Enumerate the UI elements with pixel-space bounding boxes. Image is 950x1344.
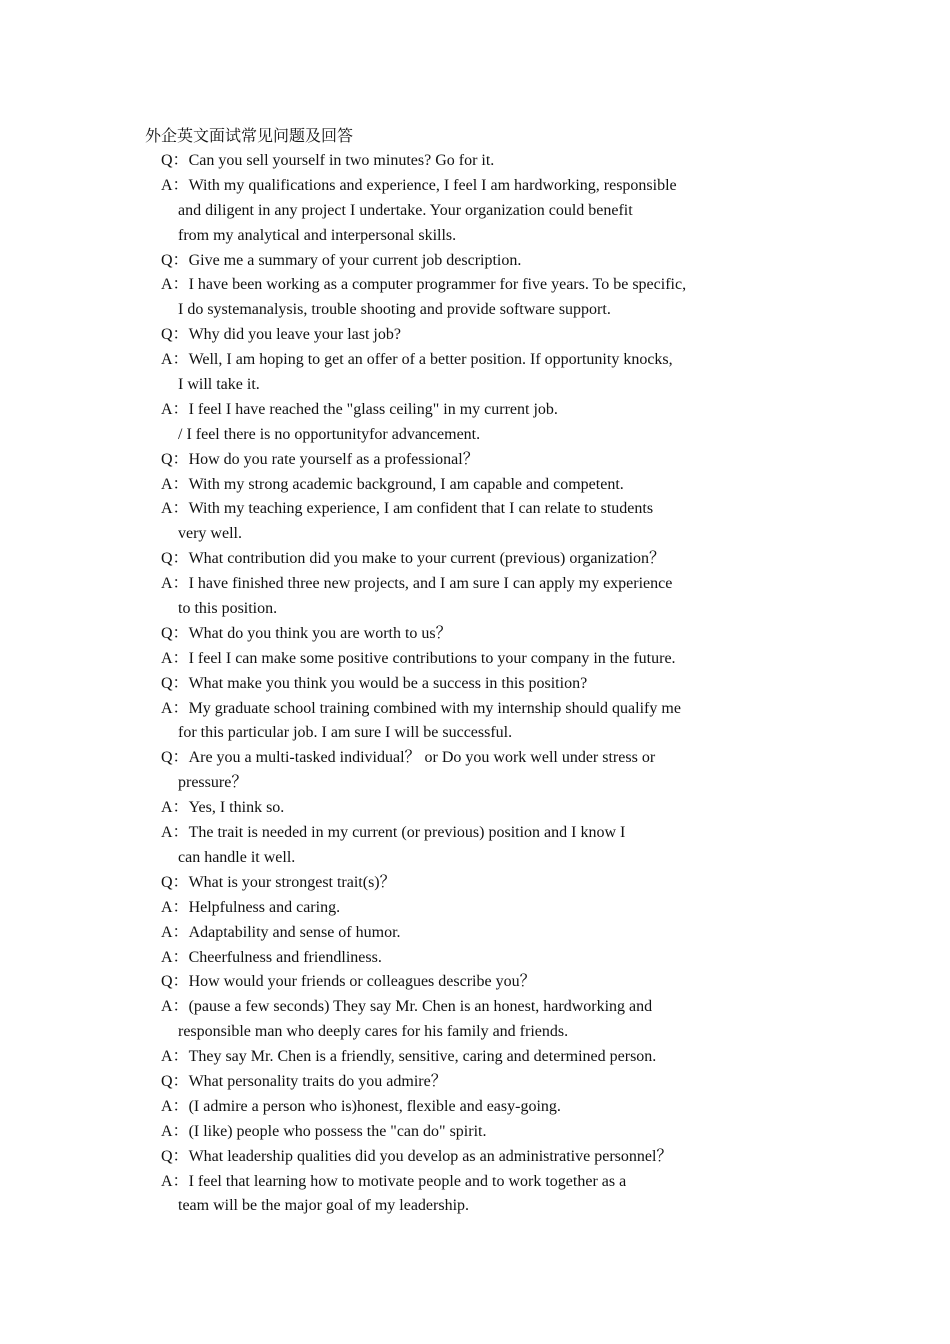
line-label: Q：	[161, 1147, 189, 1165]
continuation-line	[161, 1020, 741, 1045]
question-line	[161, 249, 741, 274]
line-text: What do you think you are worth to us？	[188, 624, 452, 642]
answer-line	[161, 896, 741, 921]
line-label: Q：	[161, 550, 189, 568]
line-label: A：	[161, 824, 189, 842]
line-text: Yes, I think so.	[188, 799, 285, 817]
line-text: I feel I have reached the "glass ceiling" in my current job.	[188, 400, 558, 418]
line-text: Why did you leave your last job?	[188, 326, 401, 344]
line-text: responsible man who deeply cares for his family and friends.	[178, 1023, 569, 1041]
question-line	[161, 149, 741, 174]
line-label: A：	[161, 475, 189, 493]
line-text: They say Mr. Chen is a friendly, sensitive, caring and determined person.	[188, 1048, 657, 1066]
line-label: Q：	[161, 326, 189, 344]
answer-line	[161, 1045, 741, 1070]
question-line	[161, 547, 741, 572]
line-text: and diligent in any project I undertake. Your organization could benefit	[178, 201, 633, 219]
line-text: With my qualifications and experience, I feel I am hardworking, responsible	[188, 176, 677, 194]
line-text: for this particular job. I am sure I will be successful.	[178, 724, 513, 742]
question-line	[161, 970, 741, 995]
line-label: A：	[161, 500, 189, 518]
line-label: A：	[161, 1122, 189, 1140]
line-label: A：	[161, 400, 189, 418]
answer-line	[161, 1120, 741, 1145]
line-text: With my teaching experience, I am confident that I can relate to students	[188, 500, 654, 518]
answer-line	[161, 921, 741, 946]
answer-line	[161, 273, 741, 298]
line-text: Are you a multi-tasked individual？ or Do you work well under stress or	[188, 749, 656, 767]
line-text: Helpfulness and caring.	[188, 898, 341, 916]
line-label: Q：	[161, 674, 189, 692]
answer-line	[161, 697, 741, 722]
answer-line	[161, 572, 741, 597]
document-title: 外企英文面试常见问题及回答	[145, 128, 354, 145]
continuation-line	[161, 423, 741, 448]
continuation-line	[161, 597, 741, 622]
line-label: Q：	[161, 973, 189, 991]
line-text: Cheerfulness and friendliness.	[188, 948, 382, 966]
line-text: With my strong academic background, I am capable and competent.	[188, 475, 624, 493]
line-label: Q：	[161, 251, 189, 269]
question-line	[161, 448, 741, 473]
question-line	[161, 672, 741, 697]
line-label: A：	[161, 1172, 189, 1190]
line-label: Q：	[161, 873, 189, 891]
line-label: A：	[161, 898, 189, 916]
answer-line	[161, 1095, 741, 1120]
line-text: from my analytical and interpersonal skills.	[178, 226, 457, 244]
line-text: What contribution did you make to your current (previous) organization？	[188, 550, 666, 568]
line-label: Q：	[161, 450, 189, 468]
line-text: The trait is needed in my current (or previous) position and I know I	[188, 824, 626, 842]
line-text: Adaptability and sense of humor.	[188, 923, 401, 941]
line-text: (I like) people who possess the "can do" spirit.	[188, 1122, 487, 1140]
question-line	[161, 746, 741, 771]
line-label: Q：	[161, 152, 189, 169]
line-label: A：	[161, 923, 189, 941]
continuation-line	[161, 373, 741, 398]
line-label: A：	[161, 649, 189, 667]
line-text: I have been working as a computer programmer for five years. To be specific,	[188, 276, 687, 294]
line-text: very well.	[178, 525, 242, 543]
line-text: I have finished three new projects, and I am sure I can apply my experience	[188, 575, 673, 593]
answer-line	[161, 348, 741, 373]
line-text: I feel I can make some positive contributions to your company in the future.	[188, 649, 676, 667]
line-label: A：	[161, 276, 189, 294]
qa-lines	[161, 149, 741, 1219]
answer-line	[161, 995, 741, 1020]
answer-line	[161, 946, 741, 971]
line-text: can handle it well.	[178, 848, 296, 866]
line-text: My graduate school training combined with my internship should qualify me	[188, 699, 681, 717]
question-line	[161, 1070, 741, 1095]
line-text: / I feel there is no opportunityfor advancement.	[178, 425, 481, 443]
line-text: Give me a summary of your current job description.	[188, 251, 522, 269]
line-label: A：	[161, 799, 189, 817]
line-text: team will be the major goal of my leadership.	[178, 1197, 470, 1215]
line-label: A：	[161, 1048, 189, 1066]
line-text: I feel that learning how to motivate people and to work together as a	[188, 1172, 627, 1190]
question-line	[161, 1145, 741, 1170]
line-label: Q：	[161, 624, 189, 642]
answer-line	[161, 497, 741, 522]
answer-line	[161, 398, 741, 423]
continuation-line	[161, 298, 741, 323]
line-text: What leadership qualities did you develop as an administrative personnel？	[188, 1147, 673, 1165]
line-text: I will take it.	[178, 376, 260, 394]
line-text: What is your strongest trait(s)？	[188, 873, 396, 891]
line-label: Q：	[161, 749, 189, 767]
line-text: I do systemanalysis, trouble shooting and provide software support.	[178, 301, 611, 319]
answer-line	[161, 796, 741, 821]
continuation-line	[161, 224, 741, 249]
continuation-line	[161, 846, 741, 871]
question-line	[161, 622, 741, 647]
line-text: (I admire a person who is)honest, flexible and easy-going.	[188, 1097, 561, 1115]
continuation-line	[161, 199, 741, 224]
line-text: What make you think you would be a success in this position?	[188, 674, 588, 692]
answer-line	[161, 1170, 741, 1195]
line-label: A：	[161, 575, 189, 593]
continuation-line	[161, 1194, 741, 1219]
answer-line	[161, 174, 741, 199]
line-label: A：	[161, 948, 189, 966]
line-label: Q：	[161, 1072, 189, 1090]
question-line	[161, 871, 741, 896]
answer-line	[161, 647, 741, 672]
continuation-line	[161, 522, 741, 547]
line-text: Can you sell yourself in two minutes? Go for it.	[188, 152, 495, 169]
continuation-line	[161, 771, 741, 796]
continuation-line	[161, 721, 741, 746]
question-line	[161, 323, 741, 348]
line-text: to this position.	[178, 600, 278, 618]
line-text: How would your friends or colleagues describe you？	[188, 973, 536, 991]
line-label: A：	[161, 176, 189, 194]
line-label: A：	[161, 351, 189, 369]
answer-line	[161, 821, 741, 846]
line-label: A：	[161, 998, 189, 1016]
line-text: How do you rate yourself as a professional？	[188, 450, 479, 468]
line-text: (pause a few seconds) They say Mr. Chen is an honest, hardworking and	[188, 998, 653, 1016]
line-text: Well, I am hoping to get an offer of a better position. If opportunity knocks,	[188, 351, 673, 369]
line-text: What personality traits do you admire？	[188, 1072, 447, 1090]
answer-line	[161, 473, 741, 498]
line-text: pressure？	[178, 774, 248, 792]
line-label: A：	[161, 699, 189, 717]
line-label: A：	[161, 1097, 189, 1115]
